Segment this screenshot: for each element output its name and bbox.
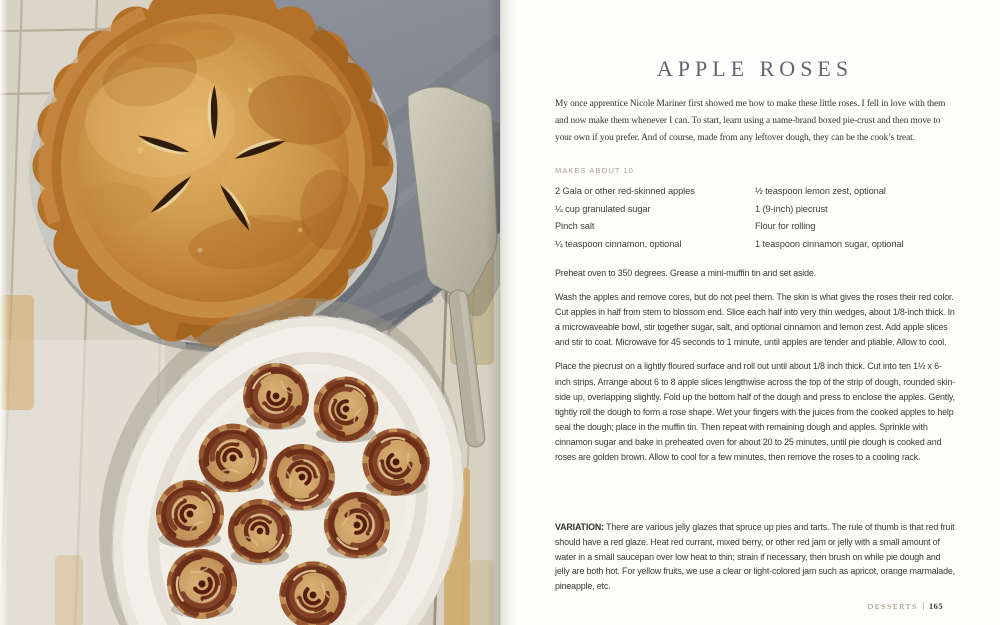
ingredient-item: Flour for rolling [755,221,816,231]
ingredient-column-2 [755,186,957,256]
yield-label: MAKES ABOUT 10 [555,166,634,175]
footer-section-label: DESSERTS [867,602,918,611]
recipe-intro: My once apprentice Nicole Mariner first showed me how to make these little roses. I fell in love with them and now make them whenever I can. To start, learn using a name-brand boxed pie-crust and then move to your own if you prefer. And of course, made from any leftover dough, they can be the cook’s treat. [555,99,946,144]
footer-divider [923,602,924,610]
ingredient-column-1 [555,186,755,256]
recipe-page [500,0,1000,625]
ingredient-item: ½ teaspoon lemon zest, optional [755,186,886,196]
footer-page-number: 165 [928,602,943,611]
variation-label: VARIATION: [555,522,604,532]
ingredient-item: 1 (9-inch) piecrust [755,203,828,214]
page-footer [867,596,943,614]
ingredient-list [555,186,957,256]
step-paragraph: Wash the apples and remove cores, but do not peel them. The skin is what gives the roses their red color. Cut apples in half from stem to blossom end. Slice each half into very thin wedges, about 1/8-inch thick. In a microwaveable bowl, stir together sugar, salt, and optional cinnamon and lemon zest. Add apple slices and stir to coat. Microwave for 45 seconds to 1 minute, until apples are tender and pliable. Allow to cool. [555,292,955,348]
step-paragraph: Place the piecrust on a lightly floured surface and roll out until about 1/8 inch thick. Cut into ten 1½ x 6-inch strips. Arrange about 6 to 8 apple slices lengthwise across the top of the strip of dough, rounded skin-side up, overlapping slightly. Fold up the bottom half of the dough and press to enclose the apples. Gently, tightly roll the dough to form a rose shape. Wet your fingers with the juices from the cooked apples to help seal the dough; place in the muffin tin. Then repeat with remaining dough and apples. Sprinkle with cinnamon sugar and bake in preheated oven for about 20 to 25 minutes, until pie dough is cooked and roses are golden brown. Allow to cool for a few minutes, then remove the roses to a cooling rack. [555,361,956,463]
ingredient-item: ¼ teaspoon cinnamon, optional [555,238,682,249]
ingredient-item: Pinch salt [555,221,595,231]
recipe-steps [555,266,957,474]
page-gutter [500,0,518,625]
ingredient-item: 1 teaspoon cinnamon sugar, optional [755,238,904,249]
apple-rose [243,363,309,430]
recipe-title: APPLE ROSES [656,56,854,81]
variation-note [555,520,957,594]
apple-pie [33,0,394,347]
variation-text: There are various jelly glazes that spruce up pies and tarts. The rule of thumb is that red fruit should have a red glaze. Heat red currant, mixed berry, or other red jam or jelly with a small amount of water in a small saucepan over low heat to thin; strain if necessary, then brush on while pie dough and jelly are both hot. For yellow fruits, we use a clear or light-colored jam such as apricot, orange marmalade, pineapple, etc. [555,522,955,592]
step-paragraph: Preheat oven to 350 degrees. Grease a mini-muffin tin and set aside. [555,268,816,278]
ingredient-item: ¼ cup granulated sugar [555,203,651,214]
gutter-line [500,0,501,625]
ingredient-item: 2 Gala or other red-skinned apples [555,186,695,196]
